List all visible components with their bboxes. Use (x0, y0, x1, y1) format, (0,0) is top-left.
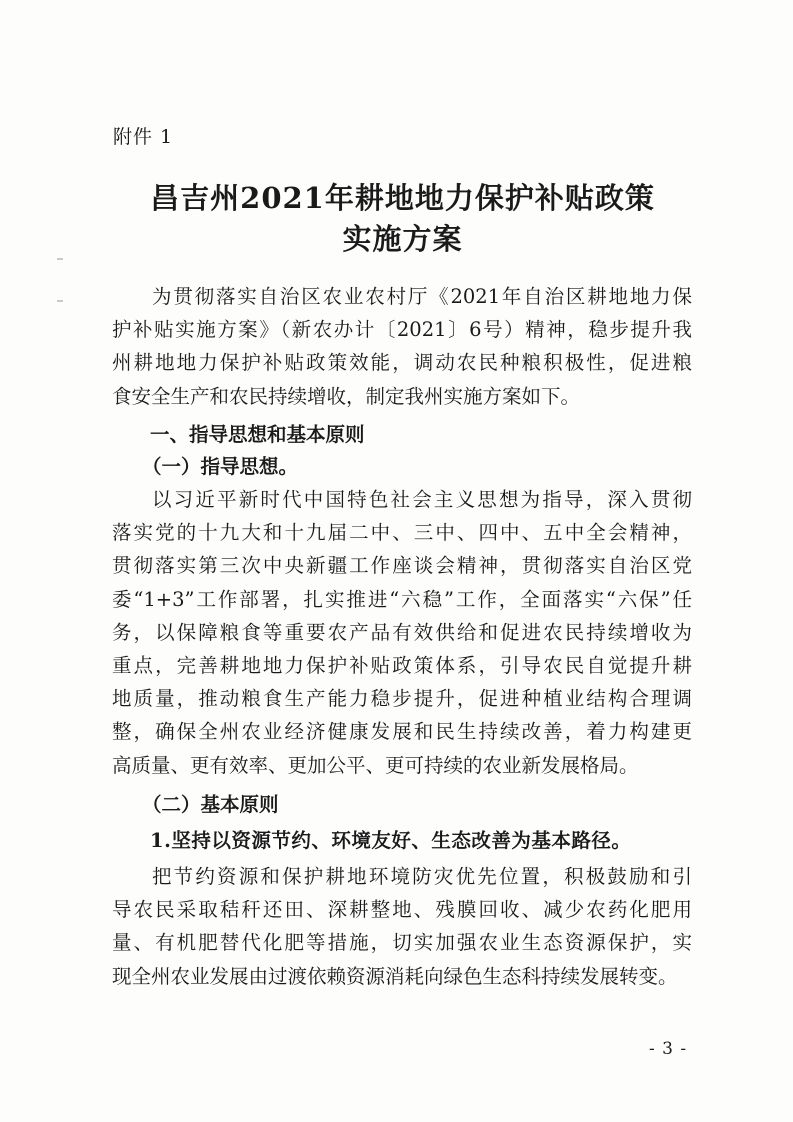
text-line: 护补贴实施方案》（新农办计〔2021〕6号）精神，稳步提升我 (112, 318, 692, 342)
scan-speck (57, 258, 63, 260)
guiding-paragraph (112, 483, 692, 782)
text-line: 现全州农业发展由过渡依赖资源消耗向绿色生态科持续发展转变。 (112, 964, 678, 988)
page-number: - 3 - (649, 1039, 688, 1059)
principle-paragraph (112, 860, 692, 993)
section-heading: 一、指导思想和基本原则 (150, 423, 365, 446)
scan-speck (57, 300, 63, 302)
text-line: 贯彻落实第三次中央新疆工作座谈会精神，贯彻落实自治区党 (112, 554, 692, 578)
text-line: 高质量、更有效率、更加公平、更可持续的农业新发展格局。 (112, 753, 639, 777)
text-line: 导农民采取秸秆还田、深耕整地、残膜回收、减少农药化肥用 (112, 898, 692, 922)
document-title-line2: 实施方案 (342, 222, 463, 256)
text-line: 地质量，推动粮食生产能力稳步提升，促进种植业结构合理调 (112, 687, 692, 711)
text-line: 食安全生产和农民持续增收，制定我州实施方案如下。 (112, 384, 581, 408)
text-line: 落实党的十九大和十九届二中、三中、四中、五中全会精神， (112, 521, 692, 545)
intro-paragraph (112, 280, 692, 413)
attachment-label: 附件 1 (113, 126, 174, 148)
text-line: 重点，完善耕地地力保护补贴政策体系，引导农民自觉提升耕 (112, 653, 692, 677)
subsection-heading: （二）基本原则 (142, 793, 279, 816)
document-title-line1: 昌吉州2021年耕地地力保护补贴政策 (150, 181, 655, 215)
text-line: 把节约资源和保护耕地环境防灾优先位置，积极鼓励和引 (152, 865, 692, 888)
text-line: 整，确保全州农业经济健康发展和民生持续改善，着力构建更 (112, 720, 692, 744)
principle-heading: 1.坚持以资源节约、环境友好、生态改善为基本路径。 (150, 829, 632, 852)
subsection-heading: （一）指导思想。 (142, 455, 299, 478)
text-line: 为贯彻落实自治区农业农村厅《2021年自治区耕地地力保 (152, 285, 692, 308)
text-line: 委“1+3”工作部署，扎实推进“六稳”工作，全面落实“六保”任 (112, 587, 692, 611)
text-line: 以习近平新时代中国特色社会主义思想为指导，深入贯彻 (152, 488, 692, 511)
text-line: 量、有机肥替代化肥等措施，切实加强农业生态资源保护，实 (112, 931, 692, 955)
text-line: 务，以保障粮食等重要农产品有效供给和促进农民持续增收为 (112, 620, 692, 644)
text-line: 州耕地地力保护补贴政策效能，调动农民种粮积极性，促进粮 (112, 351, 692, 375)
